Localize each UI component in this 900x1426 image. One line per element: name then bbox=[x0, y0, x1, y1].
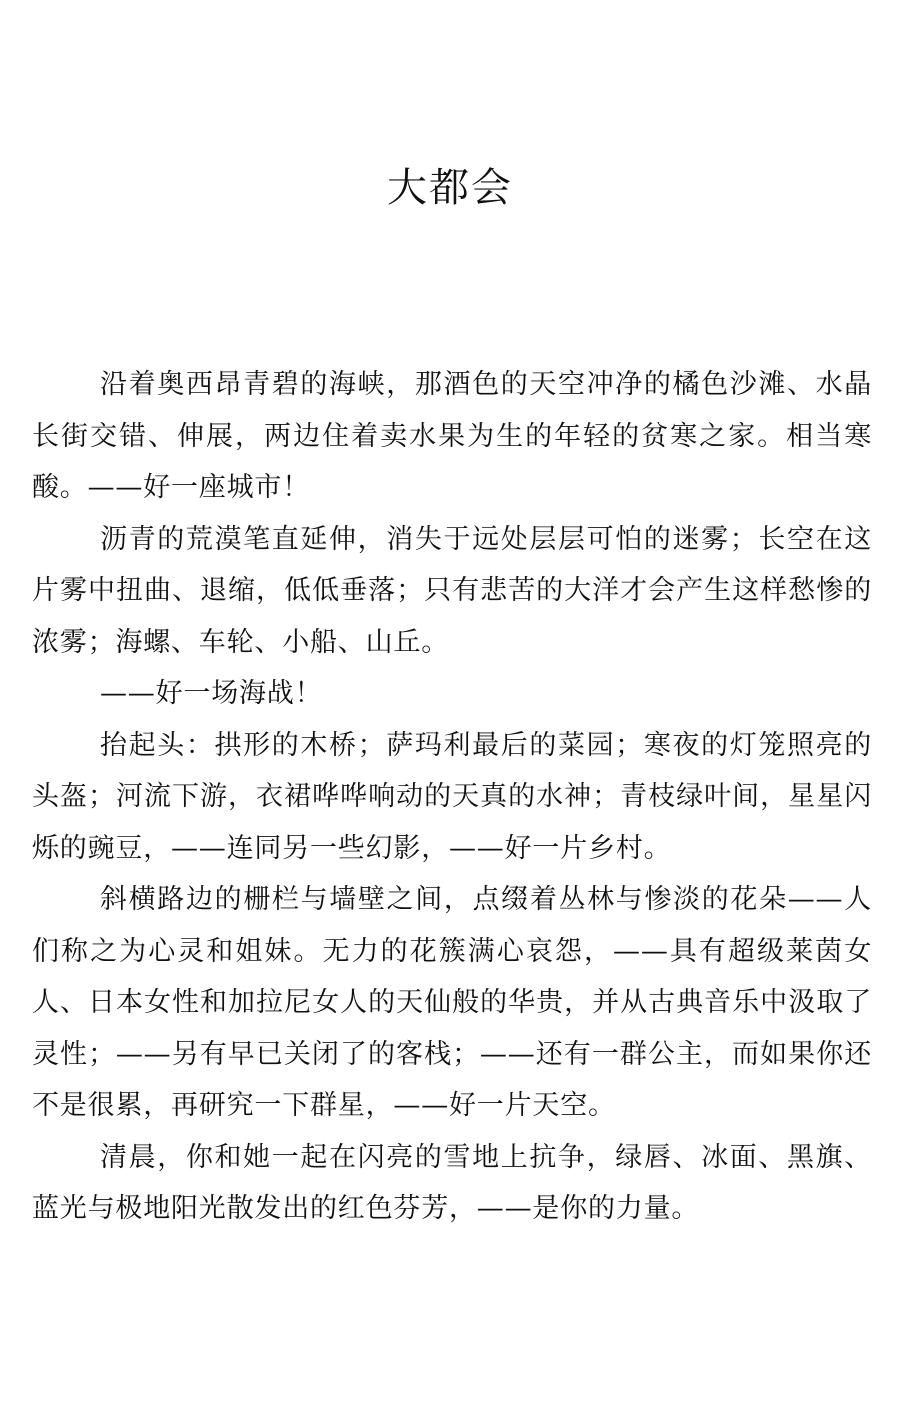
paragraph-2: 沥青的荒漠笔直延伸，消失于远处层层可怕的迷雾；长空在这片雾中扭曲、退缩，低低垂落；只有悲苦的大洋才会产生这样愁惨的浓雾；海螺、车轮、小船、山丘。 bbox=[32, 523, 872, 658]
paragraph-4: 抬起头：拱形的木桥；萨玛利最后的菜园；寒夜的灯笼照亮的头盔；河流下游，衣裙哗哗响动的天真的水神；青枝绿叶间，星星闪烁的豌豆，——连同另一些幻影，——好一片乡村。 bbox=[32, 729, 872, 864]
poem-body bbox=[32, 359, 872, 1235]
page-title: 大都会 bbox=[387, 165, 513, 211]
paragraph-6: 清晨，你和她一起在闪亮的雪地上抗争，绿唇、冰面、黑旗、蓝光与极地阳光散发出的红色芬芳，——是你的力量。 bbox=[32, 1141, 872, 1224]
paragraph-3: ——好一场海战！ bbox=[100, 678, 323, 709]
paragraph-1: 沿着奥西昂青碧的海峡，那酒色的天空冲净的橘色沙滩、水晶长街交错、伸展，两边住着卖水果为生的年轻的贫寒之家。相当寒酸。——好一座城市！ bbox=[32, 369, 872, 503]
paragraph-5: 斜横路边的栅栏与墙壁之间，点缀着丛林与惨淡的花朵——人们称之为心灵和姐妹。无力的花簇满心哀怨，——具有超级莱茵女人、日本女性和加拉尼女人的天仙般的华贵，并从古典音乐中汲取了灵性；——另有早已关闭了的客栈；——还有一群公主，而如果你还不是很累，再研究一下群星，——好一片天空。 bbox=[32, 884, 872, 1121]
